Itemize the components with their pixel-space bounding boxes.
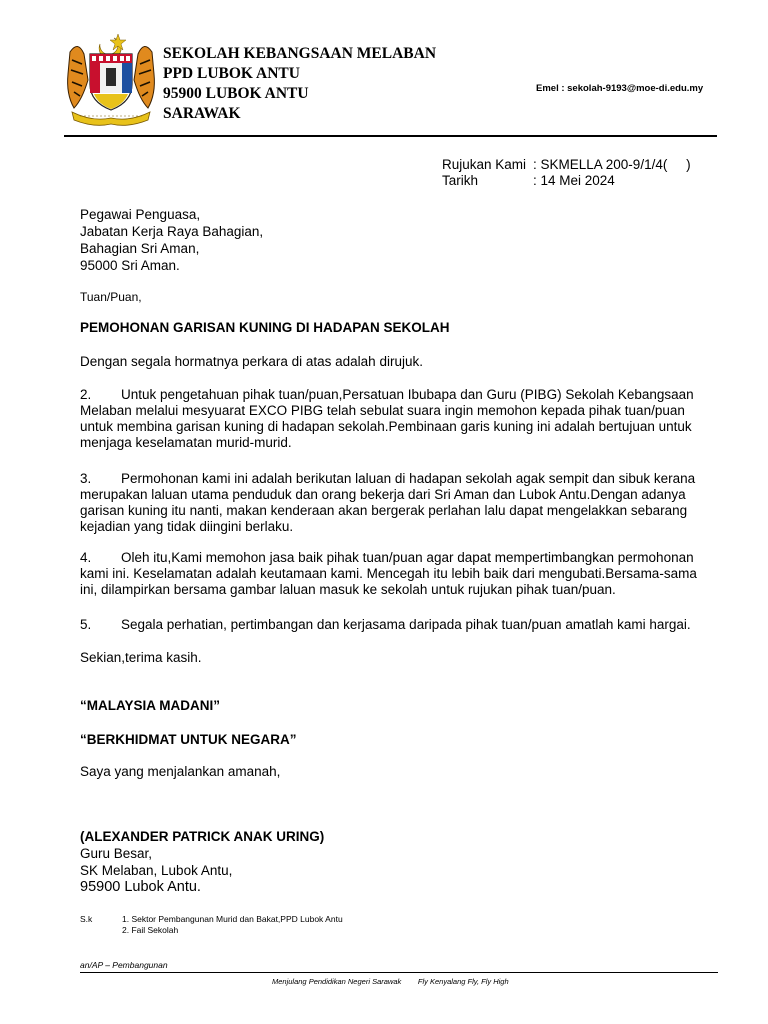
paragraph-line: Permohonan kami ini adalah berikutan laluan di hadapan sekolah agak sempit dan sibuk kerana <box>121 471 696 486</box>
paragraph-number: 2. <box>80 387 92 402</box>
paragraph-line: Melaban melalui mesyuarat EXCO PIBG telah sebulat suara ingin memohon kepada pihak tuan/puan <box>80 403 685 418</box>
paragraph-4 <box>80 550 720 598</box>
paragraph-2 <box>80 387 720 451</box>
paragraph-line: untuk membina garisan kuning di hadapan sekolah.Pembinaan garis kuning ini adalah bertujuan untuk <box>80 419 692 434</box>
reference-initials: an/AP – Pembangunan <box>80 960 168 970</box>
paragraph-line: kami ini. Keselamatan adalah keutamaan kami. Mencegah itu lebih baik dari mengubati.Bersama-sama <box>80 566 697 581</box>
ref-label: Rujukan Kami <box>442 157 527 172</box>
signatory-school: SK Melaban, Lubok Antu, <box>80 863 233 878</box>
ref-value: : SKMELLA 200-9/1/4( ) <box>533 157 691 172</box>
paragraph-line: Oleh itu,Kami memohon jasa baik pihak tuan/puan agar dapat mempertimbangkan permohonan <box>121 550 694 565</box>
copy-to-item: 1. Sektor Pembangunan Murid dan Bakat,PPD Lubok Antu <box>122 914 343 924</box>
recipient-address <box>80 206 263 274</box>
footer-left: Menjulang Pendidikan Negeri Sarawak <box>272 977 402 986</box>
copy-to-item: 2. Fail Sekolah <box>122 925 179 935</box>
school-district: PPD LUBOK ANTU <box>163 65 300 82</box>
paragraph-line: merupakan laluan utama penduduk dan orang bekerja dari Sri Aman dan Lubok Antu.Dengan adanya <box>80 487 686 502</box>
closing-line: Sekian,terima kasih. <box>80 650 202 665</box>
paragraph-line: ini, dilampirkan bersama gambar laluan masuk ke sekolah untuk rujukan pihak tuan/puan. <box>80 582 616 597</box>
paragraph-3 <box>80 471 720 535</box>
paragraph-line: garisan kuning itu nanti, makan kenderaan akan bergerak perlahan lalu dapat mengelakkan sebarang <box>80 503 688 518</box>
intro-paragraph: Dengan segala hormatnya perkara di atas adalah dirujuk. <box>80 354 423 369</box>
paragraph-line: kejadian yang tidak diingini berlaku. <box>80 519 294 534</box>
paragraph-number: 4. <box>80 550 92 565</box>
paragraph-number: 5. <box>80 617 92 632</box>
copy-to-label: S.k <box>80 914 93 924</box>
date-value: : 14 Mei 2024 <box>533 173 615 188</box>
school-state: SARAWAK <box>163 105 241 122</box>
paragraph-line: menjaga keselamatan murid-murid. <box>80 435 292 450</box>
copy-to-block <box>80 914 343 936</box>
coat-of-arms-icon <box>62 30 160 126</box>
signature-block <box>80 828 324 896</box>
school-email: Emel : sekolah-9193@moe-di.edu.my <box>536 83 704 94</box>
footer-right: Fly Kenyalang Fly, Fly High <box>417 977 509 986</box>
recipient-line: Pegawai Penguasa, <box>80 207 201 222</box>
school-name: SEKOLAH KEBANGSAAN MELABAN <box>163 45 437 62</box>
signatory-postcode: 95900 Lubok Antu. <box>80 879 201 895</box>
date-label: Tarikh <box>442 173 479 188</box>
motto-berkhidmat: “BERKHIDMAT UNTUK NEGARA” <box>80 732 297 747</box>
school-name-block <box>163 44 436 124</box>
signatory-name: (ALEXANDER PATRICK ANAK URING) <box>80 829 325 844</box>
footer-divider <box>80 972 718 973</box>
paragraph-number: 3. <box>80 471 92 486</box>
school-postcode: 95900 LUBOK ANTU <box>163 85 309 102</box>
subject-heading: PEMOHONAN GARISAN KUNING DI HADAPAN SEKOLAH <box>80 320 450 335</box>
signatory-title: Guru Besar, <box>80 846 153 861</box>
recipient-line: Jabatan Kerja Raya Bahagian, <box>80 224 264 239</box>
footer-tagline <box>272 977 509 986</box>
recipient-line: Bahagian Sri Aman, <box>80 241 200 256</box>
paragraph-line: Segala perhatian, pertimbangan dan kerjasama daripada pihak tuan/puan amatlah kami hargai. <box>121 617 691 632</box>
paragraph-5 <box>80 617 720 633</box>
trust-line: Saya yang menjalankan amanah, <box>80 764 281 779</box>
paragraph-line: Untuk pengetahuan pihak tuan/puan,Persatuan Ibubapa dan Guru (PIBG) Sekolah Kebangsaan <box>121 387 694 402</box>
header-divider <box>64 135 717 137</box>
salutation: Tuan/Puan, <box>80 290 142 304</box>
motto-malaysia-madani: “MALAYSIA MADANI” <box>80 698 221 713</box>
recipient-line: 95000 Sri Aman. <box>80 258 180 273</box>
reference-block <box>442 157 691 189</box>
